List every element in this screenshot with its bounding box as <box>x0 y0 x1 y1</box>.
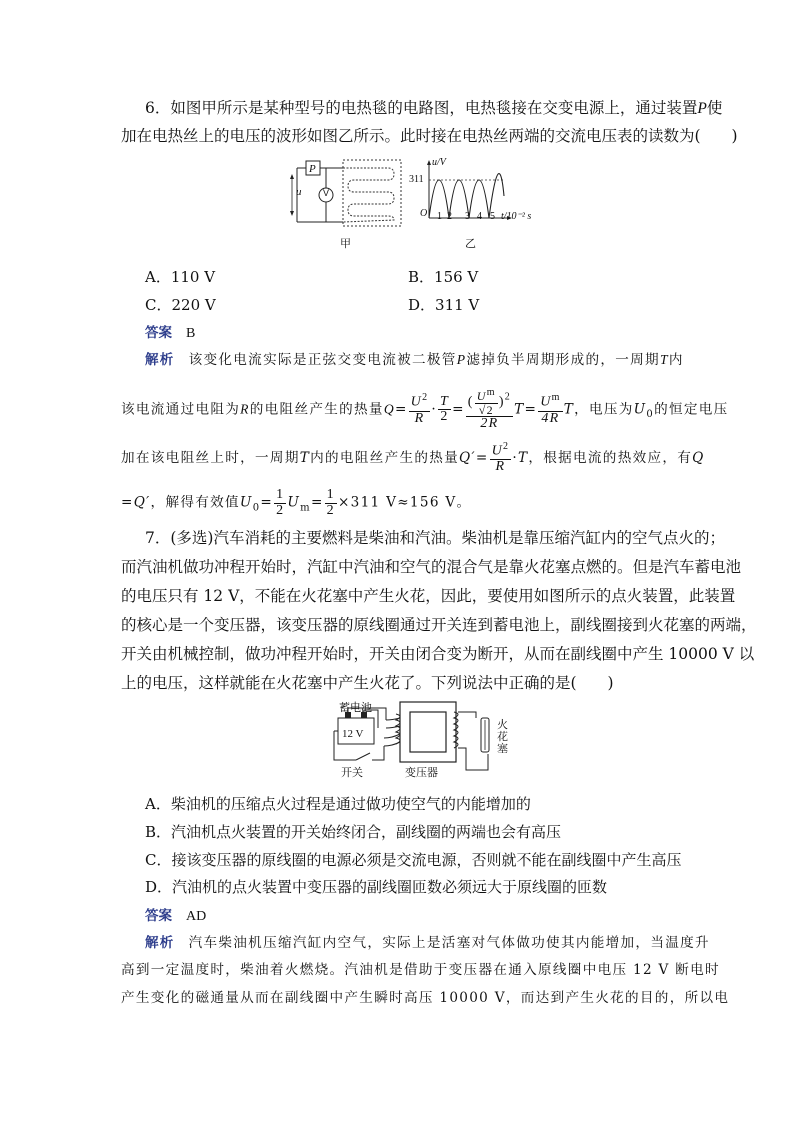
battery-label: 蓄电池 <box>339 701 372 714</box>
transformer-label: 变压器 <box>405 766 438 779</box>
formula-frac-half-2 <box>325 488 337 518</box>
opt-text: 311 V <box>435 296 480 314</box>
q7-stem-line4: 的核心是一个变压器，该变压器的原线圈通过开关连到蓄电池上，副线圈接到火花塞的两端， <box>121 616 757 634</box>
opt-letter: A． <box>145 268 171 286</box>
frac-sup: m <box>486 387 496 398</box>
q6-answer <box>145 321 195 342</box>
solution-label: 解析 <box>145 935 175 951</box>
sol-var: U <box>287 494 301 511</box>
opt-text: 156 V <box>434 268 479 286</box>
sol-var: Q <box>692 450 705 467</box>
paren: ( <box>467 394 474 410</box>
q6-stem-P: P <box>697 100 707 117</box>
sol-var: T <box>299 450 311 467</box>
frac-den: R <box>414 410 425 426</box>
formula-frac-mid <box>466 388 513 432</box>
opt-text: 220 V <box>171 296 216 314</box>
solution-label: 解析 <box>145 352 175 368</box>
sol-sub: 0 <box>252 502 261 514</box>
frac-den: 2 <box>440 409 449 425</box>
opt-letter: C． <box>145 296 172 314</box>
q6-solution-line2 <box>121 388 729 432</box>
sol-sub: 0 <box>646 409 655 421</box>
opt-text: 汽油机的点火装置中变压器的副线圈匝数必须远大于原线圈的匝数 <box>172 878 608 896</box>
caption-yi: 乙 <box>465 237 476 250</box>
formula-frac-U2R <box>409 393 431 426</box>
sol-text: 内 <box>668 352 684 368</box>
sol-var: U <box>633 401 647 418</box>
sol-var: U <box>239 494 253 511</box>
sol-var: T <box>563 401 575 418</box>
sol-text: 汽车柴油机压缩汽缸内空气，实际上是活塞对气体做功使其内能增加，当温度升 <box>188 935 710 951</box>
sol-op: = <box>310 494 324 511</box>
frac-num: 1 <box>276 487 285 502</box>
q6-solution-line4 <box>121 488 471 518</box>
frac-den: 2R <box>480 416 499 432</box>
formula-frac-T2 <box>438 395 451 425</box>
yi-xtick-1: 1 <box>437 211 442 222</box>
sol-text: ×311 V≈156 V。 <box>337 494 472 511</box>
yi-xtick-5: 5 <box>490 211 495 222</box>
frac-sup: m <box>551 392 561 404</box>
sol-text: 内的电阻丝产生的热量 <box>310 450 460 467</box>
sol-op: = <box>121 494 134 511</box>
yi-ylabel: u/V <box>432 157 446 168</box>
sol-var: T <box>517 450 529 467</box>
opt-text: 柴油机的压缩点火过程是通过做功使空气的内能增加的 <box>170 795 531 813</box>
caption-jia: 甲 <box>340 237 351 250</box>
q7-solution-line2: 高到一定温度时，柴油着火燃烧。汽油机是借助于变压器在通入原线圈中电压 12 V 断电时 <box>121 962 720 978</box>
sol-op: · <box>431 401 437 418</box>
sol-var: Q′ <box>459 450 476 467</box>
yi-origin: O <box>420 208 428 219</box>
q7-stem-line5: 开关由机械控制，做功冲程开始时，开关由闭合变为断开，从而在副线圈中产生 10000 V 以 <box>121 645 755 663</box>
sol-text: 的电阻丝产生的热量 <box>249 401 384 418</box>
sol-sub: m <box>300 502 311 514</box>
sol-op: = <box>394 401 408 418</box>
sol-text: 加在该电阻丝上时，一周期 <box>121 450 300 467</box>
q6-option-a[interactable] <box>145 266 215 287</box>
sol-var: T <box>659 352 669 367</box>
sol-text: 的恒定电压 <box>654 401 729 418</box>
q7-stem-line2: 而汽油机做功冲程开始时，汽缸中汽油和空气的混合气是靠火花塞点燃的。但是汽车蓄电池 <box>121 558 742 576</box>
sol-var: Q <box>383 401 395 417</box>
sol-op: = <box>475 450 489 467</box>
q7-solution-line1 <box>145 931 710 951</box>
answer-label: 答案 <box>145 325 172 341</box>
frac-num: U <box>540 395 552 411</box>
frac-den: 4R <box>541 410 560 426</box>
q6-stem-text-1: 6．如图甲所示是某种型号的电热毯的电路图，电热毯接在交变电源上，通过装置 <box>145 99 698 117</box>
sol-text: 该变化电流实际是正弦交变电流被二极管 <box>188 352 457 368</box>
frac-num: U <box>476 389 487 403</box>
sol-text: 该电流通过电阻为 <box>121 401 241 418</box>
sol-var: R <box>240 401 250 417</box>
answer-value: B <box>186 326 196 341</box>
q6-stem-line1 <box>145 96 722 118</box>
opt-text: 接该变压器的原线圈的电源必须是交流电源，否则就不能在副线圈中产生高压 <box>171 851 682 869</box>
q7-solution-line3: 产生变化的磁通量从而在副线圈中产生瞬时高压 10000 V，而达到产生火花的目的，所以电 <box>121 990 730 1006</box>
frac-num: T <box>440 393 450 409</box>
sol-var: Q′ <box>133 494 151 511</box>
opt-letter: C． <box>145 851 172 869</box>
sol-var: P <box>456 352 467 367</box>
switch-label: 开关 <box>341 766 363 779</box>
frac-sup: 2 <box>422 392 429 404</box>
label-V: V <box>323 188 330 198</box>
sol-op: = <box>452 401 465 418</box>
q7-stem-line1: 7．(多选)汽车消耗的主要燃料是柴油和汽油。柴油机是靠压缩汽缸内的空气点火的； <box>145 529 725 547</box>
q6-solution-line1 <box>145 348 684 368</box>
frac-num: U <box>491 443 504 459</box>
formula-frac-4R <box>538 393 563 426</box>
q6-stem-line2: 加在电热丝上的电压的波形如图乙所示。此时接在电热丝两端的交流电压表的读数为( ) <box>121 127 738 145</box>
opt-text: 110 V <box>170 268 216 286</box>
yi-xtick-3: 3 <box>465 211 470 222</box>
frac-den: 2 <box>276 502 285 518</box>
yi-xlabel: t/10⁻² s <box>501 211 532 222</box>
sol-text: 滤掉负半周期形成的，一周期 <box>466 352 660 368</box>
battery-voltage: 12 V <box>342 728 364 740</box>
inner-frac <box>475 388 498 416</box>
sol-op: = <box>260 494 274 511</box>
frac-den: 2 <box>326 502 335 518</box>
answer-label: 答案 <box>145 908 172 924</box>
yi-xtick-4: 4 <box>477 211 482 222</box>
q6-option-c[interactable] <box>145 294 216 315</box>
q6-stem-end: 使 <box>706 99 723 117</box>
frac-sup: 2 <box>503 441 510 452</box>
spark-label: 火花塞 <box>497 718 508 755</box>
formula-frac-half <box>274 488 286 518</box>
q7-stem-line3: 的电压只有 12 V，不能在火花塞中产生火花，因此，要使用如图所示的点火装置，此装置 <box>121 587 736 605</box>
q6-option-b[interactable] <box>408 266 478 287</box>
q7-option-a[interactable] <box>145 793 531 814</box>
frac-den: R <box>495 459 506 475</box>
frac-num: U <box>410 395 423 411</box>
opt-letter: D． <box>408 296 436 314</box>
q7-stem-line6: 上的电压，这样就能在火花塞中产生火花了。下列说法中正确的是( ) <box>121 674 614 692</box>
q6-option-d[interactable] <box>408 294 479 315</box>
answer-value: AD <box>186 909 207 924</box>
paren: ) <box>498 394 505 410</box>
formula-frac-U02R <box>490 442 512 475</box>
yi-xtick-2: 2 <box>447 211 452 222</box>
yi-ytick: 311 <box>409 174 424 185</box>
opt-letter: A． <box>145 795 171 813</box>
sol-var: T <box>514 401 525 418</box>
opt-text: 汽油机点火装置的开关始终闭合，副线圈的两端也会有高压 <box>171 823 562 841</box>
q6-solution-line3 <box>121 442 705 475</box>
q7-answer <box>145 904 206 925</box>
q7-option-b[interactable] <box>145 821 561 842</box>
sol-text: ，解得有效值 <box>150 494 240 511</box>
frac-num: 1 <box>326 487 335 502</box>
sol-text: ，根据电流的热效应，有 <box>528 450 693 467</box>
opt-letter: D． <box>145 878 173 896</box>
frac-den: √2 <box>478 402 494 417</box>
sol-op: = <box>524 401 538 418</box>
q7-option-d[interactable] <box>145 876 607 897</box>
opt-letter: B． <box>408 268 435 286</box>
label-P: P <box>309 163 316 175</box>
label-u: u <box>296 186 302 198</box>
q7-option-c[interactable] <box>145 849 682 870</box>
sol-text: ，电压为 <box>574 401 634 418</box>
sol-op: · <box>512 450 518 467</box>
opt-letter: B． <box>145 823 172 841</box>
frac-sup: 2 <box>504 391 512 403</box>
